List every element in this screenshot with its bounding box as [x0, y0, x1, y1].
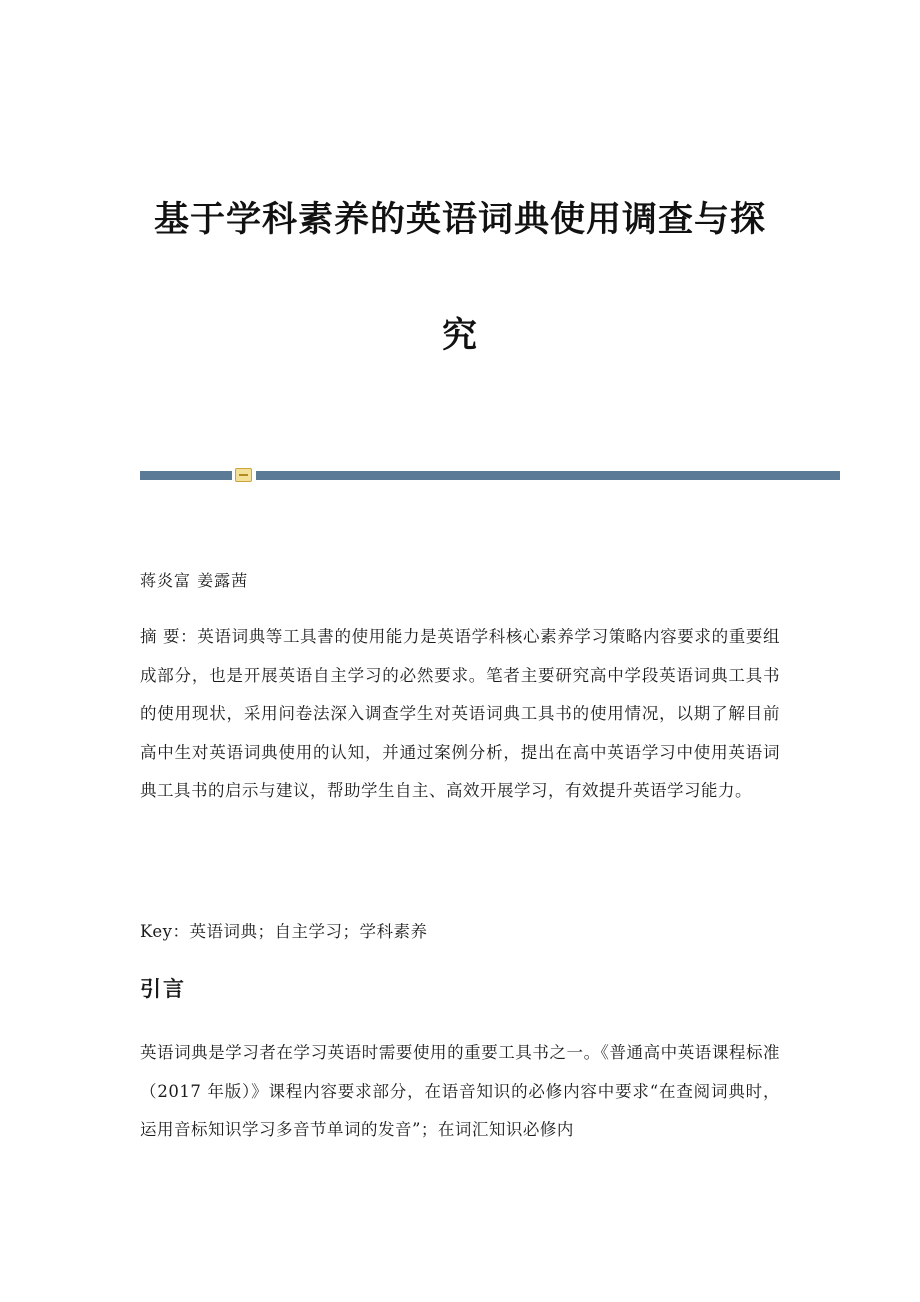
- divider-ornament-icon: [235, 468, 252, 482]
- authors: 蒋炎富 姜露茜: [140, 571, 249, 590]
- divider-rule-left: [140, 471, 232, 480]
- abstract-paragraph: 摘 要：英语词典等工具書的使用能力是英语学科核心素养学习策略内容要求的重要组成部分，也是开展英语自主学习的必然要求。笔者主要研究高中学段英语词典工具书的使用现状，采用问卷法深入调查学生对英语词典工具书的使用情况，以期了解目前高中生对英语词典使用的认知，并通过案例分析，提出在高中英语学习中使用英语词典工具书的启示与建议，帮助学生自主、高效开展学习，有效提升英语学习能力。: [140, 627, 780, 800]
- introduction-paragraph: 英语词典是学习者在学习英语时需要使用的重要工具书之一。《普通高中英语课程标准（2017 年版）》课程内容要求部分，在语音知识的必修内容中要求“在查阅词典时，运用音标知识学习多音节单词的发音”；在词汇知识必修内: [140, 1043, 780, 1139]
- document-title-line-2: 究: [441, 316, 478, 356]
- section-heading-introduction: 引言: [140, 977, 186, 1001]
- document-title-line-1: 基于学科素养的英语词典使用调查与探: [153, 200, 766, 240]
- keywords: Key：英语词典；自主学习；学科素养: [140, 922, 428, 941]
- divider-rule-right: [256, 471, 840, 480]
